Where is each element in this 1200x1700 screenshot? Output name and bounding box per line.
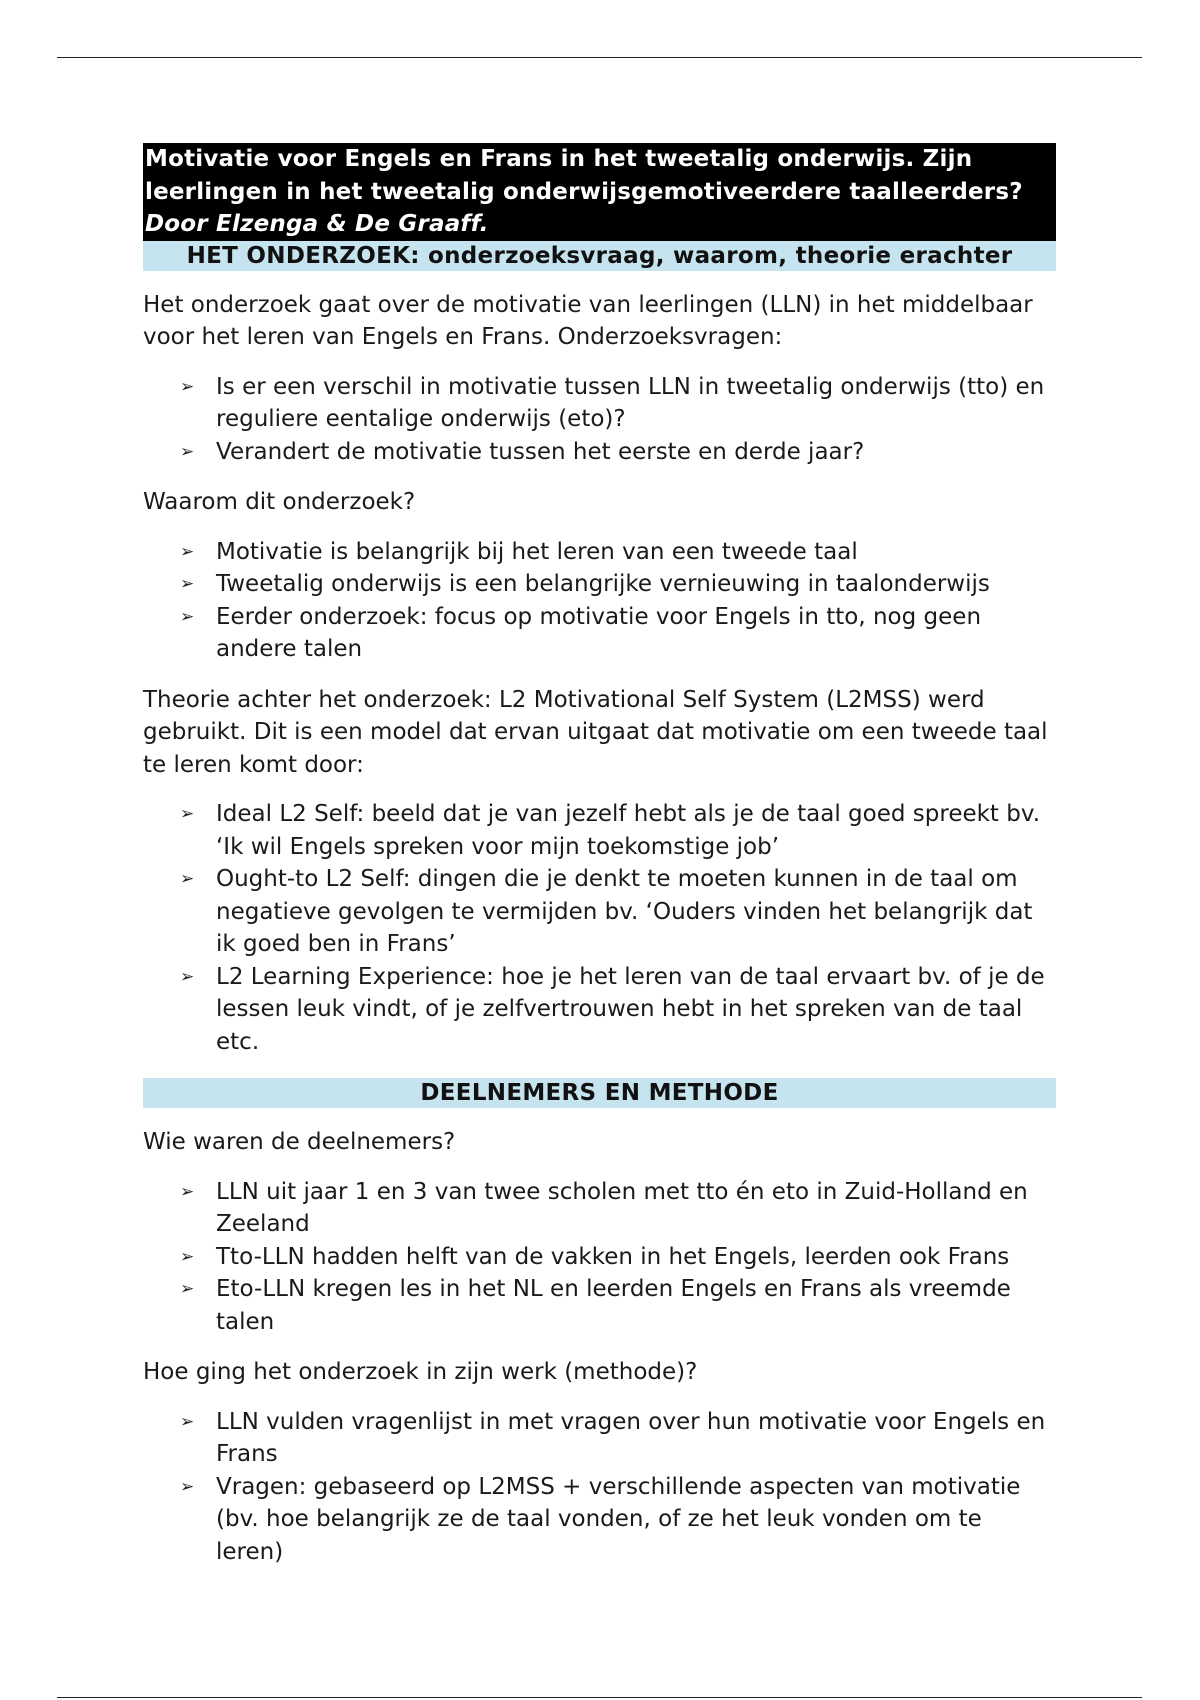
list-item-text: Ideal L2 Self: beeld dat je van jezelf hebt als je de taal goed spreekt bv. ‘Ik wil Engels spreken voor mijn toekomstige job’	[216, 801, 1041, 860]
list-item	[180, 1241, 1056, 1274]
list-item-text: Ought-to L2 Self: dingen die je denkt te moeten kunnen in de taal om negatieve gevolgen te vermijden bv. ‘Ouders vinden het belangrijk dat ik goed ben in Frans’	[216, 866, 1033, 957]
list-item	[180, 863, 1056, 961]
list-item	[180, 798, 1056, 863]
list-item-text: Verandert de motivatie tussen het eerste en derde jaar?	[216, 438, 865, 465]
participants-list	[143, 1176, 1056, 1339]
section-header-deelnemers: DEELNEMERS EN METHODE	[143, 1078, 1056, 1108]
list-item	[180, 601, 1056, 666]
document-title-line-1: Motivatie voor Engels en Frans in het tweetalig onderwijs. Zijn	[145, 146, 973, 172]
method-list	[143, 1406, 1056, 1569]
why-list	[143, 536, 1056, 666]
list-item-text: Tweetalig onderwijs is een belangrijke vernieuwing in taalonderwijs	[216, 571, 990, 597]
list-item-text: Eerder onderzoek: focus op motivatie voor Engels in tto, nog geen andere talen	[216, 603, 982, 662]
list-item-text: L2 Learning Experience: hoe je het leren van de taal ervaart bv. of je de lessen leuk vindt, of je zelfvertrouwen hebt in het spreken van de taal etc.	[216, 963, 1045, 1055]
why-label: Waarom dit onderzoek?	[143, 489, 416, 515]
list-item	[180, 961, 1056, 1059]
document-body	[143, 143, 1056, 1568]
arrow-bullet-icon: ➢	[180, 541, 195, 562]
footer-rule	[57, 1697, 1142, 1698]
arrow-bullet-icon: ➢	[180, 606, 195, 627]
list-item-text: LLN uit jaar 1 en 3 van twee scholen met tto én eto in Zuid-Holland en Zeeland	[216, 1178, 1028, 1237]
list-item	[180, 1176, 1056, 1241]
arrow-bullet-icon: ➢	[180, 574, 195, 594]
list-item	[180, 536, 1056, 569]
list-item-text: Eto-LLN kregen les in het NL en leerden Engels en Frans als vreemde talen	[216, 1276, 1011, 1335]
arrow-bullet-icon: ➢	[180, 1411, 195, 1432]
section1-intro: Het onderzoek gaat over de motivatie van leerlingen (LLN) in het middelbaar voor het leren van Engels en Frans. Onderzoeksvragen:	[143, 291, 1033, 350]
list-item	[180, 371, 1056, 436]
arrow-bullet-icon: ➢	[180, 869, 195, 889]
research-questions-list	[143, 371, 1056, 469]
section-header-onderzoek: HET ONDERZOEK: onderzoeksvraag, waarom, theorie erachter	[143, 241, 1056, 271]
arrow-bullet-icon: ➢	[180, 1246, 195, 1267]
header-rule	[57, 57, 1142, 58]
list-item-text: Is er een verschil in motivatie tussen LLN in tweetalig onderwijs (tto) en reguliere eentalige onderwijs (eto)?	[216, 373, 1045, 432]
arrow-bullet-icon: ➢	[180, 1181, 195, 1202]
list-item-text: Tto-LLN hadden helft van de vakken in het Engels, leerden ook Frans	[216, 1243, 1010, 1270]
theory-paragraph: Theorie achter het onderzoek: L2 Motivational Self System (L2MSS) werd gebruikt. Dit is een model dat ervan uitgaat dat motivatie om een tweede taal te leren komt door:	[143, 686, 1048, 778]
document-title-block	[143, 143, 1056, 241]
arrow-bullet-icon: ➢	[180, 1279, 195, 1299]
list-item	[180, 568, 1056, 601]
list-item-text: LLN vulden vragenlijst in met vragen over hun motivatie voor Engels en Frans	[216, 1408, 1046, 1467]
arrow-bullet-icon: ➢	[180, 1476, 195, 1497]
arrow-bullet-icon: ➢	[180, 441, 195, 462]
method-label: Hoe ging het onderzoek in zijn werk (methode)?	[143, 1359, 698, 1385]
arrow-bullet-icon: ➢	[180, 966, 195, 987]
list-item	[180, 1406, 1056, 1471]
theory-list	[143, 798, 1056, 1058]
arrow-bullet-icon: ➢	[180, 376, 195, 397]
arrow-bullet-icon: ➢	[180, 804, 195, 824]
list-item	[180, 436, 1056, 469]
list-item-text: Motivatie is belangrijk bij het leren van een tweede taal	[216, 538, 858, 565]
list-item	[180, 1273, 1056, 1338]
participants-label: Wie waren de deelnemers?	[143, 1129, 456, 1155]
list-item	[180, 1471, 1056, 1569]
document-author: Door Elzenga & De Graaff.	[145, 211, 489, 237]
list-item-text: Vragen: gebaseerd op L2MSS + verschillende aspecten van motivatie (bv. hoe belangrijk ze de taal vonden, of ze het leuk vonden om te leren)	[216, 1473, 1021, 1565]
document-title-line-2: leerlingen in het tweetalig onderwijsgemotiveerdere taalleerders?	[145, 178, 1023, 205]
